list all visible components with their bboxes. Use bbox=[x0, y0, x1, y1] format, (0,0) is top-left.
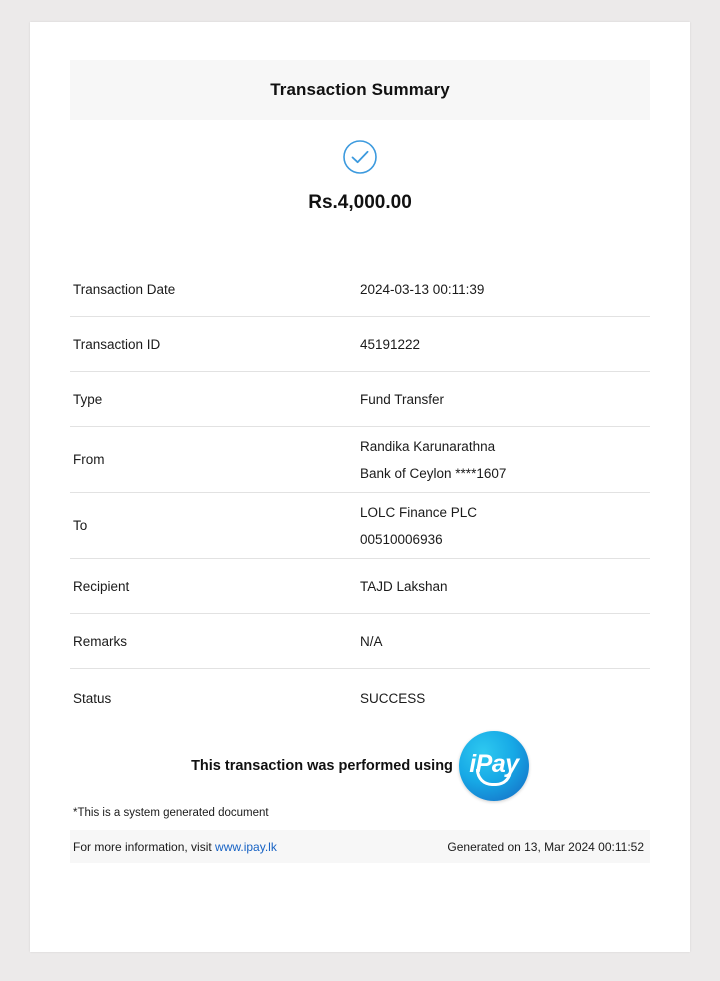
row-label: Type bbox=[73, 391, 103, 407]
row-label: Remarks bbox=[73, 633, 128, 649]
table-row bbox=[70, 317, 650, 372]
details-table bbox=[70, 262, 650, 727]
performed-using-text: This transaction was performed using bbox=[191, 758, 453, 774]
table-row bbox=[70, 614, 650, 669]
receipt-footer bbox=[70, 830, 650, 863]
row-label: Transaction ID bbox=[73, 336, 161, 352]
row-label: Recipient bbox=[73, 578, 130, 594]
table-row bbox=[70, 427, 650, 493]
row-label: From bbox=[73, 452, 105, 467]
performed-using bbox=[70, 737, 650, 795]
ipay-logo-icon bbox=[459, 731, 529, 801]
system-generated-note: *This is a system generated document bbox=[73, 807, 269, 819]
generated-timestamp: Generated on 13, Mar 2024 00:11:52 bbox=[447, 839, 644, 854]
row-value-line1: SUCCESS bbox=[360, 690, 426, 706]
status-area bbox=[70, 120, 650, 214]
ipay-logo-word: iPay bbox=[469, 749, 519, 778]
status-badge bbox=[360, 691, 650, 706]
row-value bbox=[360, 634, 650, 649]
transaction-receipt bbox=[70, 60, 650, 863]
row-value-line1: Fund Transfer bbox=[360, 391, 445, 407]
ipay-website-link[interactable]: www.ipay.lk bbox=[215, 839, 277, 854]
table-row bbox=[70, 262, 650, 317]
row-label: Transaction Date bbox=[73, 281, 176, 297]
row-value bbox=[360, 439, 650, 481]
row-value-line2: Bank of Ceylon ****1607 bbox=[360, 465, 507, 481]
row-value-line1: 2024-03-13 00:11:39 bbox=[360, 281, 485, 297]
table-row bbox=[70, 559, 650, 614]
check-circle-icon bbox=[341, 138, 379, 176]
page-title: Transaction Summary bbox=[270, 80, 450, 99]
row-label: Status bbox=[73, 690, 112, 706]
row-value bbox=[360, 505, 650, 547]
row-value-line1: N/A bbox=[360, 633, 383, 649]
footer-info-prefix: For more information, visit bbox=[73, 839, 216, 854]
row-value-line1: LOLC Finance PLC bbox=[360, 504, 478, 520]
row-value-line1: TAJD Lakshan bbox=[360, 578, 448, 594]
receipt-header bbox=[70, 60, 650, 120]
document-page bbox=[30, 22, 690, 952]
row-value bbox=[360, 337, 650, 352]
table-row bbox=[70, 372, 650, 427]
row-label: To bbox=[73, 518, 88, 533]
transaction-amount: Rs.4,000.00 bbox=[308, 192, 412, 213]
table-row-status bbox=[70, 669, 650, 727]
row-value bbox=[360, 282, 650, 297]
ipay-logo-smile bbox=[476, 769, 512, 786]
row-value bbox=[360, 392, 650, 407]
row-value-line2: 00510006936 bbox=[360, 531, 443, 547]
row-value-line1: Randika Karunarathna bbox=[360, 438, 496, 454]
table-row bbox=[70, 493, 650, 559]
footer-info bbox=[73, 840, 277, 854]
row-value-line1: 45191222 bbox=[360, 336, 421, 352]
row-value bbox=[360, 579, 650, 594]
